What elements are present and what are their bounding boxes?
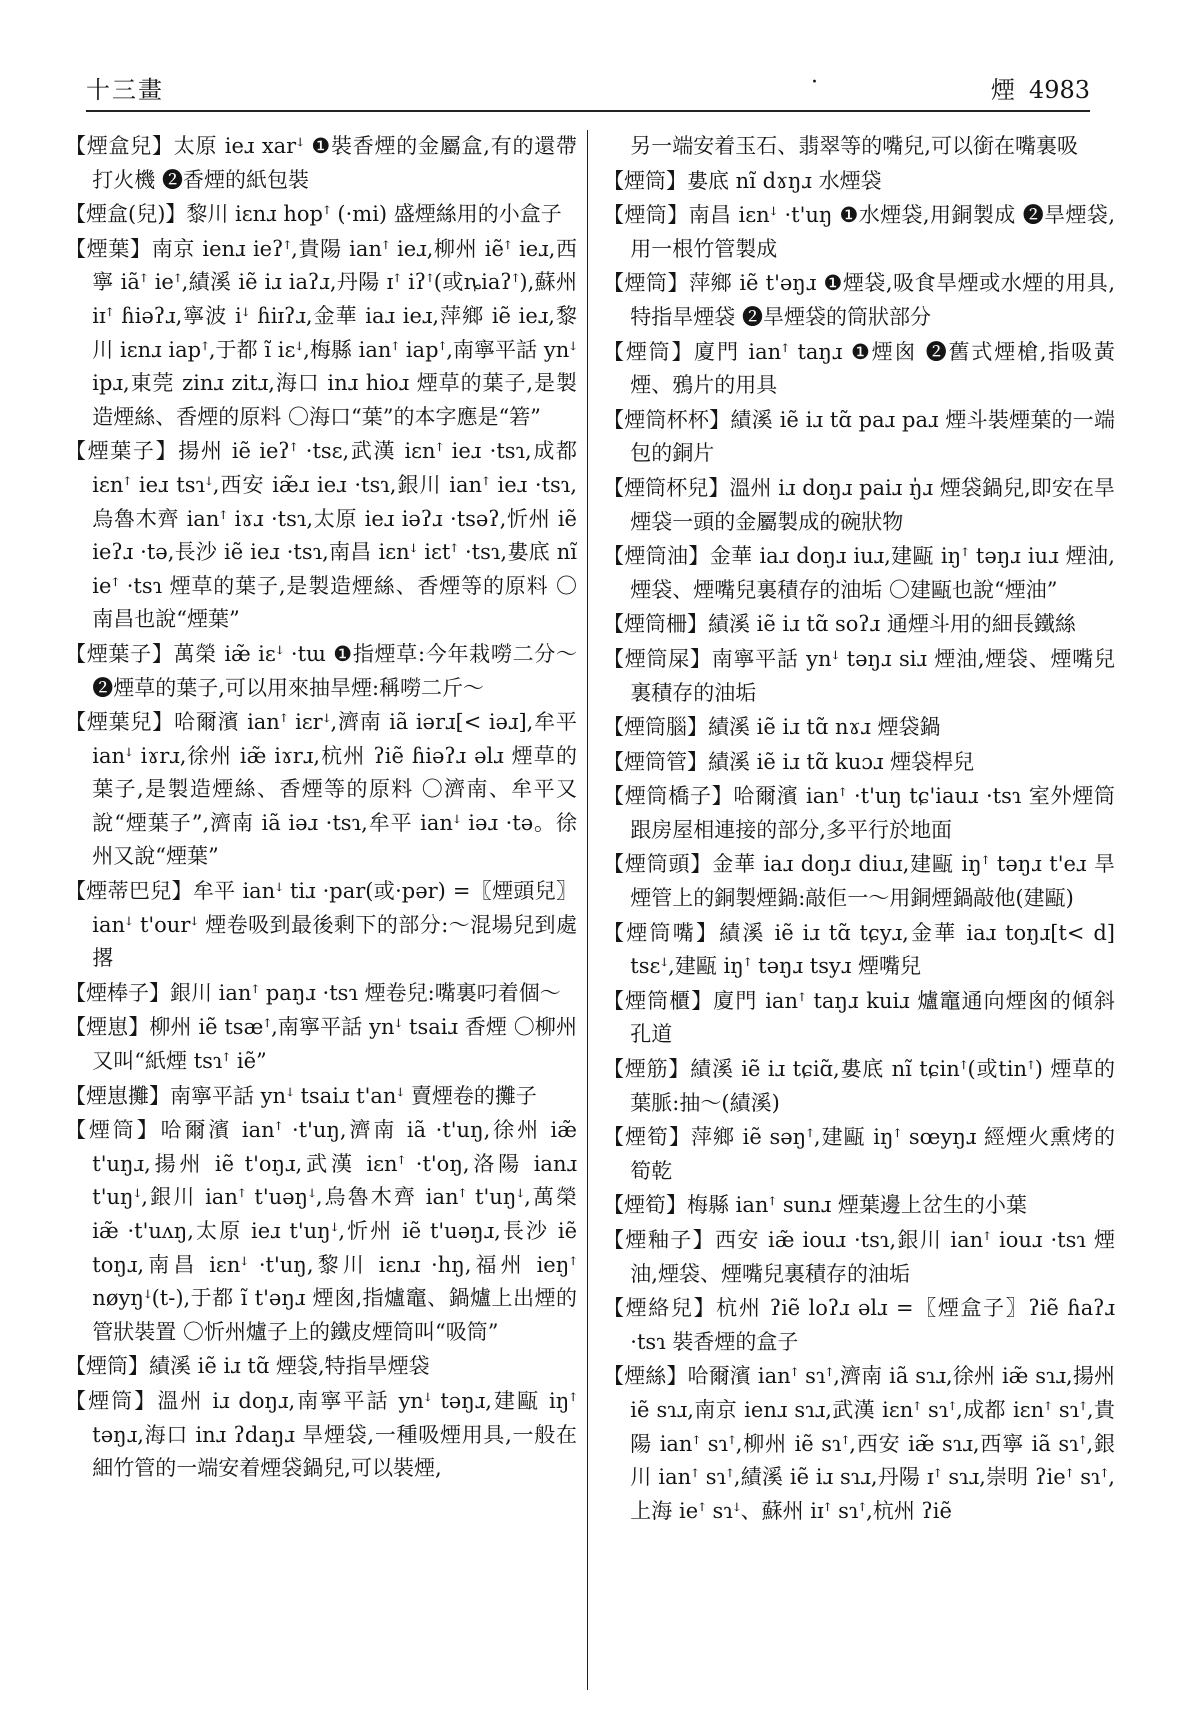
- dictionary-entry: 【煙筒屎】南寧平話 ynꜜ təŋɹ siɹ 煙油,煙袋、煙嘴兒裏積存的油垢: [603, 646, 1115, 705]
- dictionary-entry: 【煙葉子】揚州 iẽ ieʔꜛ ·tsɛ,武漢 iɛnꜛ ieɹ ·tsɿ,成都 iɛnꜛ ieɹ tsɿꜜ,西安 iæ̃ɹ ieɹ ·tsɿ,銀川 ianꜛ ieɹ ·tsɿ,烏魯木齊 ianꜛ iɤɹ ·tsɿ,太原 ieɹ iəʔɹ ·tsəʔ,忻州 iẽ ieʔɹ ·tə,長沙 iẽ ieɹ ·tsɿ,南昌 iɛnꜜ iɛtꜛ ·tsɿ,婁底 nĩ ieꜛ ·tsɿ 煙草的葉子,是製造煙絲、香煙等的原料 〇南昌也說“煙葉”: [65, 439, 577, 632]
- column-divider: [587, 130, 588, 1690]
- running-head-char: 煙: [990, 76, 1015, 104]
- dictionary-entry: 【煙筒腦】績溪 iẽ iɹ tɑ̃ nɤɹ 煙袋鍋: [603, 715, 941, 740]
- dictionary-entry: 【煙絲】哈爾濱 ianꜛ sɿꜛ,濟南 iã sɿɹ,徐州 iæ̃ sɿɹ,揚州 iẽ sɿɹ,南京 ienɹ sɿɹ,武漢 iɛnꜛ sɿꜛ,成都 iɛnꜛ sɿꜛ,貴陽 ianꜛ sɿꜛ,柳州 iẽ sɿꜛ,西安 iæ̃ sɿɹ,西寧 iã sɿꜛ,銀川 ianꜛ sɿꜛ,績溪 iẽ iɹ sɿɹ,丹陽 ɪꜛ sɿɹ,崇明 ʔieꜛ sɿꜛ,上海 ieꜛ sɿꜜ、蘇州 iɪꜛ sɿꜛ,杭州 ʔiẽ: [603, 1364, 1115, 1523]
- dictionary-entry: 【煙筒】婁底 nĩ dɤŋɹ 水煙袋: [603, 168, 882, 193]
- dictionary-entry: 【煙筒】溫州 iɹ doŋɹ,南寧平話 ynꜜ təŋɹ,建甌 iŋꜛ təŋɹ,海口 inɹ ʔdaŋɹ 旱煙袋,一種吸煙用具,一般在細竹管的一端安着煙袋鍋兒,可以裝煙,: [65, 1388, 577, 1481]
- entry-continuation: 另一端安着玉石、翡翠等的嘴兒,可以銜在嘴裏吸: [630, 134, 1078, 158]
- dictionary-entry: 【煙筒杯兒】溫州 iɹ doŋɹ paiɹ ŋ̍ɹ 煙袋鍋兒,即安在旱煙袋一頭的金屬製成的碗狀物: [603, 475, 1115, 534]
- dictionary-entry: 【煙釉子】西安 iæ̃ iouɹ ·tsɿ,銀川 ianꜛ iouɹ ·tsɿ 煙油,煙袋、煙嘴兒裏積存的油垢: [603, 1228, 1115, 1286]
- dictionary-entry: 【煙筒櫃】廈門 ianꜛ taŋɹ kuiɹ 爐竈通向煙囪的傾斜孔道: [603, 988, 1115, 1047]
- dictionary-entry: 【煙筒柵】績溪 iẽ iɹ tɑ̃ soʔɹ 通煙斗用的細長鐵絲: [603, 612, 1076, 637]
- dictionary-entry: 【煙葉兒】哈爾濱 ianꜛ iɛrꜜ,濟南 iã iərɹ[< iəɹ],牟平 ianꜜ iɤrɹ,徐州 iæ̃ iɤrɹ,杭州 ʔiẽ ɦiəʔɹ əlɹ 煙草的葉子,是製造煙絲、香煙等的原料 〇濟南、牟平又說“煙葉子”,濟南 iã iəɹ ·tsɿ,牟平 ianꜜ iəɹ ·tə。徐州又說“煙葉”: [65, 710, 577, 869]
- right-column: [603, 130, 1115, 1710]
- page-number: 4983: [1028, 76, 1090, 104]
- page-header: [86, 64, 1090, 112]
- dictionary-entry: 【煙蒂巴兒】牟平 ianꜜ tiɹ ·par(或·pər) =〖煙頭兒〗ianꜜ t'ourꜜ 煙卷吸到最後剩下的部分:～混場兒到處撂: [65, 879, 577, 971]
- dictionary-entry: 【煙筒橋子】哈爾濱 ianꜛ ·t'uŋ tɕ'iauɹ ·tsɿ 室外煙筒跟房屋相連接的部分,多平行於地面: [603, 784, 1115, 842]
- dictionary-entry: 【煙筒】南昌 iɛnꜜ ·t'uŋ ❶水煙袋,用銅製成 ❷旱煙袋,用一根竹管製成: [603, 203, 1115, 261]
- header-dot: ·: [811, 70, 818, 95]
- dictionary-entry: 【煙葉子】萬榮 iæ̃ iɛꜜ ·tɯ ❶指煙草:今年栽嘮二分～ ❷煙草的葉子,可以用來抽旱煙:稱嘮二斤～: [65, 641, 577, 700]
- dictionary-entry: 【煙筒杯杯】績溪 iẽ iɹ tɑ̃ paɹ paɹ 煙斗裝煙葉的一端包的銅片: [603, 407, 1115, 466]
- dictionary-entry: 【煙棒子】銀川 ianꜛ paŋɹ ·tsɿ 煙卷兒:嘴裏叼着個～: [65, 980, 561, 1005]
- dictionary-entry: 【煙崽攤】南寧平話 ynꜜ tsaiɹ t'anꜜ 賣煙卷的攤子: [65, 1083, 537, 1108]
- dictionary-entry: 【煙葉】南京 ienɹ ieʔꜛ,貴陽 ianꜛ ieɹ,柳州 iẽꜛ ieɹ,西寧 iãꜛ ieꜛ,績溪 iẽ iɹ iaʔɹ,丹陽 ɪꜛ iʔꜛ(或ȵiaʔꜛ),蘇州 iɪꜛ ɦiəʔɹ,寧波 iꜜ ɦiɪʔɹ,金華 iaɹ ieɹ,萍鄉 iẽ ieɹ,黎川 iɛnɹ iapꜛ,于都 ĩ iɛꜜ,梅縣 ianꜛ iapꜛ,南寧平話 ynꜜ ipɹ,東莞 zinɹ zitɹ,海口 inɹ hioɹ 煙草的葉子,是製造煙絲、香煙的原料 〇海口“葉”的本字應是“箬”: [65, 236, 577, 429]
- dictionary-entry: 【煙筒油】金華 iaɹ doŋɹ iuɹ,建甌 iŋꜛ təŋɹ iuɹ 煙油,煙袋、煙嘴兒裏積存的油垢 〇建甌也說“煙油”: [603, 544, 1115, 602]
- dictionary-entry: 【煙絡兒】杭州 ʔiẽ loʔɹ əlɹ =〖煙盒子〗ʔiẽ ɦaʔɹ ·tsɿ 裝香煙的盒子: [603, 1296, 1115, 1354]
- dictionary-entry: 【煙筒管】績溪 iẽ iɹ tɑ̃ kuɔɹ 煙袋桿兒: [603, 749, 975, 774]
- dictionary-entry: 【煙盒(兒)】黎川 iɛnɹ hopꜛ (·mi) 盛煙絲用的小盒子: [65, 202, 562, 227]
- dictionary-entry: 【煙筍】萍鄉 iẽ səŋꜛ,建甌 iŋꜛ sœyŋɹ 經煙火熏烤的筍乾: [603, 1125, 1115, 1183]
- section-title: 十三畫: [86, 76, 164, 104]
- dictionary-entry: 【煙筒頭】金華 iaɹ doŋɹ diuɹ,建甌 iŋꜛ təŋɹ t'eɹ 旱煙管上的銅製煙鍋:敲佢一～用銅煙鍋敲他(建甌): [603, 852, 1115, 911]
- dictionary-entry: 【煙筒】哈爾濱 ianꜛ ·t'uŋ,濟南 iã ·t'uŋ,徐州 iæ̃ t'uŋɹ,揚州 iẽ t'oŋɹ,武漢 iɛnꜛ ·t'oŋ,洛陽 ianɹ t'uŋꜜ,銀川 ianꜛ t'uəŋꜜ,烏魯木齊 ianꜛ t'uŋꜜ,萬榮 iæ̃ ·t'uʌŋ,太原 ieɹ t'uŋꜜ,忻州 iẽ t'uəŋɹ,長沙 iẽ toŋɹ,南昌 iɛnꜜ ·t'uŋ,黎川 iɛnɹ ·hŋ,福州 ieŋꜛ nøyŋꜜ(t-),于都 ĩ t'əŋɹ 煙囪,指爐竈、鍋爐上出煙的管狀裝置 〇忻州爐子上的鐵皮煙筒叫“吸筒”: [65, 1118, 577, 1344]
- dictionary-entry: 【煙筍】梅縣 ianꜛ sunɹ 煙葉邊上岔生的小葉: [603, 1193, 1027, 1218]
- dictionary-entry: 【煙崽】柳州 iẽ tsæꜛ,南寧平話 ynꜜ tsaiɹ 香煙 〇柳州又叫“紙煙 tsɿꜛ iẽ”: [65, 1015, 577, 1074]
- left-column: [65, 130, 577, 1710]
- running-head: [991, 70, 1090, 105]
- dictionary-entry: 【煙筒】績溪 iẽ iɹ tɑ̃ 煙袋,特指旱煙袋: [65, 1354, 430, 1379]
- dictionary-entry: 【煙筒】廈門 ianꜛ taŋɹ ❶煙囪 ❷舊式煙槍,指吸黃煙、鴉片的用具: [603, 339, 1115, 398]
- dictionary-entry: 【煙筋】績溪 iẽ iɹ tɕiɑ̃,婁底 nĩ tɕinꜛ(或tinꜛ) 煙草的葉脈:抽～(績溪): [603, 1057, 1115, 1115]
- dictionary-entry: 【煙盒兒】太原 ieɹ xarꜜ ❶裝香煙的金屬盒,有的還帶打火機 ❷香煙的紙包裝: [65, 134, 577, 192]
- dictionary-entry: 【煙筒】萍鄉 iẽ t'əŋɹ ❶煙袋,吸食旱煙或水煙的用具,特指旱煙袋 ❷旱煙袋的筒狀部分: [603, 271, 1115, 329]
- dictionary-entry: 【煙筒嘴】績溪 iẽ iɹ tɑ̃ tɕyɹ,金華 iaɹ toŋɹ[t< d] tsɛꜜ,建甌 iŋꜛ təŋɹ tsyɹ 煙嘴兒: [603, 920, 1115, 979]
